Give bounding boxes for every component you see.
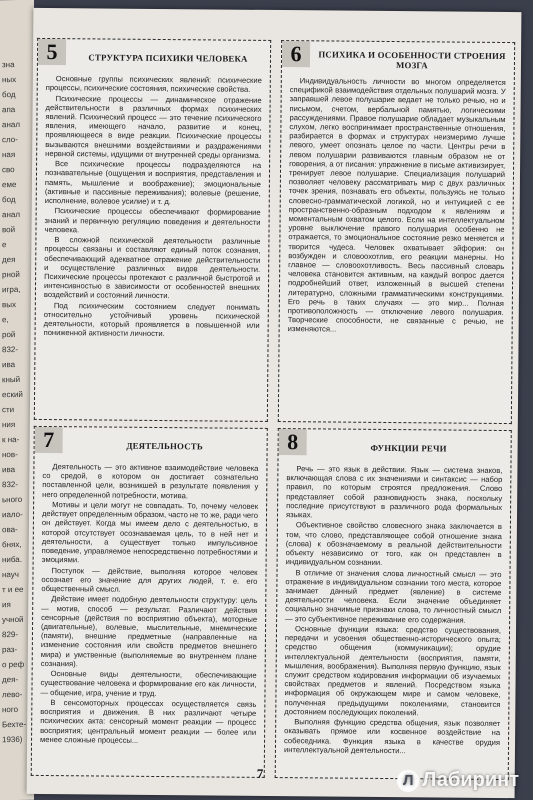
paragraph: В отличие от значения слова личностный смысл — это отражение в индивидуальном сознании того места, которое занимает данный предмет (явление) в системе деятельности человека. Если значение объединяет социально значимые признаки слова, то личностный смысл — это субъективное переживание его содержания. [285, 567, 502, 625]
adjacent-page-text: к на- [2, 434, 20, 445]
adjacent-page-text: ова- [2, 524, 18, 535]
paragraph: В сложной психической деятельности различные процессы связаны и составляют единый поток сознания, обеспечивающий адекватное отражение действительности и осуществление различных видов деятельности. Психические процессы протекают с различной быстротой и интенсивностью в зависимости от особенностей внешних воздействий и состояний личности. [43, 235, 261, 301]
card-activity [31, 426, 268, 778]
adjacent-page-text: 1936) [2, 734, 23, 745]
paragraph: Основные группы психических явлений: психические процессы, психические состояния, психические свойства. [45, 74, 262, 94]
adjacent-page-text: рной [2, 269, 20, 280]
page-number: 7 [256, 765, 264, 781]
adjacent-page-text: еский [2, 389, 23, 400]
card-number: 6 [282, 41, 310, 67]
adjacent-page-text: ива [2, 465, 16, 475]
card-body [276, 460, 511, 756]
card-body [32, 458, 266, 746]
adjacent-page-text: Бехте- [2, 719, 27, 730]
adjacent-page-text: вой [2, 225, 16, 235]
adjacent-page-text: ная [2, 150, 16, 160]
adjacent-page-text: сво [2, 165, 15, 175]
paragraph: Деятельность — это активное взаимодействие человека со средой, в котором он достигает сознательно поставленной цели, возникшей в результате появления у него определенной потребности, мотива. [42, 462, 259, 500]
adjacent-page-text: ива [2, 360, 16, 370]
paragraph: Объективное свойство словесного знака заключается в том, что слово, представляющее собой отношение знака (слова) к обозначаемому в реальной действительности объекту независимо от того, как он представлен в индивидуальном сознании. [285, 520, 502, 568]
card-number: 8 [279, 429, 307, 455]
card-title: СТРУКТУРА ПСИХИКИ ЧЕЛОВЕКА [88, 52, 248, 64]
adjacent-page-text: нов- [2, 449, 18, 460]
adjacent-page-text: апа [2, 105, 16, 115]
adjacent-page-text: анал [2, 209, 20, 220]
adjacent-page-text: сло- [2, 134, 18, 145]
adjacent-page-text: игра, [2, 284, 21, 295]
adjacent-page-text: ния [2, 420, 16, 430]
adjacent-page-text: дея [2, 255, 16, 265]
paragraph: Выполняя функцию средства общения, язык позволяет оказывать прямое или косвенное воздействие на собеседника. Функция языка в качестве орудия интеллектуальной деятельности... [283, 717, 501, 756]
card-title: ФУНКЦИИ РЕЧИ [370, 442, 447, 454]
adjacent-page-text: бод [2, 90, 16, 100]
watermark [397, 769, 519, 792]
card-number: 7 [35, 427, 63, 453]
adjacent-page-text: дея- [2, 674, 19, 685]
adjacent-page-text: бнях, [2, 539, 22, 550]
paragraph: Основные функции языка: средство существования, передачи и усвоения общественно-исторического опыта; средство общения (коммуникации); орудие интеллектуальной деятельности (восприятия, памяти, мышления, воображения). Выполняя первую функцию, язык служит средством кодирования информации об изучаемых свойствах предметов и явлений. Посредством языка информация об окружающем мире и самом человеке, полученная предыдущими поколениями, становится достоянием последующих поколений. [284, 624, 502, 718]
adjacent-page-text: анал [2, 119, 20, 130]
adjacent-page-text: е [2, 240, 7, 250]
labirint-logo-icon: Л [397, 770, 419, 792]
adjacent-page-text: е, [2, 315, 9, 325]
adjacent-page-text: раз- [2, 644, 18, 655]
adjacent-page-text: лево- [2, 689, 23, 700]
paragraph: Мотивы и цели могут не совпадать. То, почему человек действует определенным образом, часто не то же, ради чего он действует. Когда мы имеем дело с деятельностью, в которой отсутствует осознаваемая цель, то в ней нет и деятельности, а существует только импульсивное поведение, управляемое непосредственно потребностями и эмоциями. [41, 500, 259, 565]
adjacent-page-text: т и ее [2, 584, 24, 595]
adjacent-page-text: зна [2, 60, 15, 70]
card-title: ПСИХИКА И ОСОБЕННОСТИ СТРОЕНИЯ МОЗГА [318, 49, 506, 71]
paragraph: В сенсомоторных процессах осуществляется связь восприятия и движения. В них различают четыре психических акта: сенсорный момент реакции — процесс восприятия; центральный момент реакции — более или менее сложные процессы... [40, 698, 257, 745]
card-body [280, 72, 514, 336]
card-speech-functions [275, 428, 512, 780]
card-number: 5 [38, 39, 66, 65]
adjacent-page-text: 829- [2, 629, 19, 640]
paragraph: Поступок — действие, выполняя которое человек осознает его значение для других людей, т. е. его общественный смысл. [41, 565, 258, 594]
adjacent-page-text: ного [2, 704, 19, 715]
adjacent-page-text: ниба. [2, 554, 22, 565]
paragraph: Все психические процессы подразделяются на познавательные (ощущения и восприятия, представления и память, мышление и воображение); эмоциональные (активные и пассивные переживания); волевые (решение, исполнение, волевое усилие) и т. д. [44, 159, 262, 207]
adjacent-page-text: 832- [2, 344, 19, 355]
adjacent-page-text: 832- [2, 479, 19, 490]
paragraph: Индивидуальность личности во многом определяется спецификой взаимодействия отдельных полушарий мозга. У заправшей левое полушарие ведает не только речью, но и письмом, счетом, вербальной памятью, логическими рассуждениями. Правое полушарие обладает музыкальным слухом, легко воспринимает пространственные отношения, разбирается в формах и структурах неизмеримо лучше левого, умеет опознать целое по части. Центры речи в левом полушарии развиваются главным образом не от говорения, а от писания: упражнение в письме активизирует, тренирует левое полушарие. Специализация полушарий позволяет человеку рассматривать мир с двух различных точек зрения, познавать его объекты, пользуясь не только словесно-грамматической логикой, но и интуицией с ее пространственно-образным подходом к явлениям и моментальным охватом целого. Если на интеллектуальном уровне выключение правого полушария особенно не отражается, то эмоциональное состояние резко меняется и творится чудеса. Человек охватывает эйфория: он возбужден и словоохотлив, его реакции манерны. Но главное — словоохотливость. Весь пассивный словарь человека становится активным, на каждый вопрос дается подробнейший ответ, изложенный в высшей степени литературно, сложными грамматическими конструкциями. Его речь в таких случаях — это мир... Полная противоположность — отключение левого полушария. Творческие способности, не связанные с речью, не изменяются... [287, 76, 506, 335]
adjacent-page-text: учной [2, 614, 24, 625]
adjacent-page-text: рой [2, 330, 16, 340]
adjacent-page-text: бод [2, 195, 16, 205]
watermark-text: Лабиринт [422, 769, 519, 791]
adjacent-page-text: еме [2, 180, 17, 190]
adjacent-page-text: кный [2, 374, 21, 385]
card-body [36, 70, 270, 340]
adjacent-page-text: о реф [2, 659, 25, 670]
paragraph: Речь — это язык в действии. Язык — система знаков, включающая слова с их значениями и синтаксис — набор правил, по которым строятся предложения. Слово представляет собой разновидность знака, поскольку последние присутствуют в различного рода формальных языках. [285, 464, 503, 520]
paragraph: Психические процессы — динамическое отражение действительности в различных формах психических явлений. Психический процесс — это течение психического явления, имеющего начало, развитие и конец, проявляющееся в виде реакции. Психические процессы вызываются внешними воздействиями и раздражениями нервной системы, идущими от внутренней среды организма. [45, 93, 262, 160]
card-psyche-structure [34, 38, 271, 422]
card-title: ДЕЯТЕЛЬНОСТЬ [126, 440, 203, 452]
adjacent-page-text: вых [2, 300, 16, 310]
book-page [27, 8, 522, 798]
adjacent-page-text: ных [2, 75, 17, 85]
paragraph: Психические процессы обеспечивают формирование знаний и первичную регуляцию поведения и деятельности человека. [44, 206, 261, 235]
adjacent-page-text: ия [2, 600, 11, 610]
paragraph: Действие имеет подобную деятельности структуру: цель — мотив, способ — результат. Различают действия сенсорные (действия по восприятию объекта), моторные (двигательные), волевые, мыслительные, мнемические (памяти), внешние предметные (направленные на изменение состояния или свойств предметов внешнего мира) и умственные (выполняемые во внутреннем плане сознания). [40, 594, 258, 669]
paragraph: Под психическим состоянием следует понимать относительно устойчивый уровень психической деятельности, который проявляется в повышенной или пониженной активности личности. [43, 300, 260, 339]
paragraph: Основные виды деятельности, обеспечивающие существование человека и формирование его как личности, — общение, игра, учение и труд. [40, 669, 257, 698]
adjacent-page-text: сти [2, 405, 15, 415]
adjacent-page-text: ьного [2, 494, 23, 505]
card-brain-structure [278, 40, 515, 424]
adjacent-page-text: науч [2, 569, 19, 580]
adjacent-page-text: иало- [2, 509, 23, 520]
